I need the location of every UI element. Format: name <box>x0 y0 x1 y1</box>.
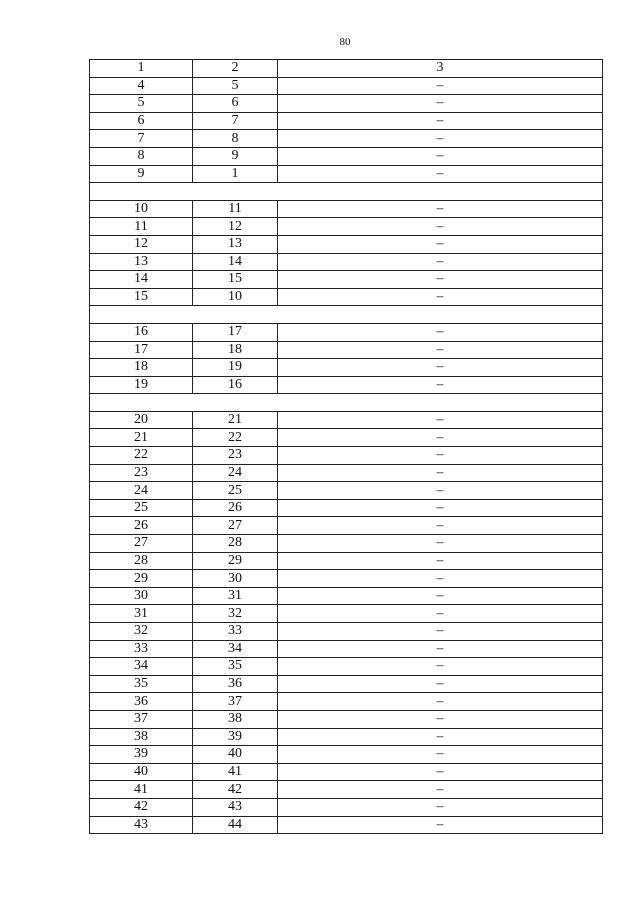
table-row <box>90 323 603 341</box>
page-number: 80 <box>339 36 351 48</box>
table-cell-col3: – <box>278 130 603 148</box>
table-cell-col3: – <box>278 710 603 728</box>
table-row <box>90 147 603 165</box>
table-cell-col2: 36 <box>193 675 278 693</box>
table-cell-col2: 26 <box>193 499 278 517</box>
table-cell-col3: – <box>278 147 603 165</box>
table-cell-col1: 26 <box>90 517 193 535</box>
table-cell-col3: – <box>278 271 603 289</box>
table-cell-col2: 30 <box>193 570 278 588</box>
table-cell-col1: 43 <box>90 816 193 834</box>
table-cell-col3: – <box>278 675 603 693</box>
table-cell-col2: 42 <box>193 781 278 799</box>
table-cell-col2: 10 <box>193 288 278 306</box>
table-row <box>90 798 603 816</box>
table-cell-col1: 13 <box>90 253 193 271</box>
group-separator-cell <box>90 306 603 324</box>
table-cell-col1: 24 <box>90 482 193 500</box>
table-row <box>90 640 603 658</box>
table-row <box>90 341 603 359</box>
table-cell-col2: 41 <box>193 763 278 781</box>
table-cell-col3: – <box>278 165 603 183</box>
table-cell-col1: 21 <box>90 429 193 447</box>
table-cell-col3: – <box>278 605 603 623</box>
group-separator-row <box>90 394 603 412</box>
table-cell-col2: 11 <box>193 200 278 218</box>
header-cell-1: 1 <box>90 60 193 78</box>
table-cell-col3: – <box>278 623 603 641</box>
table-row <box>90 675 603 693</box>
table-cell-col3: – <box>278 359 603 377</box>
table-row <box>90 535 603 553</box>
table-cell-col3: – <box>278 288 603 306</box>
table-row <box>90 271 603 289</box>
table-cell-col2: 43 <box>193 798 278 816</box>
table-cell-col1: 9 <box>90 165 193 183</box>
table-cell-col1: 10 <box>90 200 193 218</box>
table-cell-col2: 32 <box>193 605 278 623</box>
table-cell-col1: 34 <box>90 658 193 676</box>
table-row <box>90 499 603 517</box>
table-row <box>90 288 603 306</box>
table-row <box>90 130 603 148</box>
table-cell-col3: – <box>278 728 603 746</box>
table-cell-col2: 31 <box>193 587 278 605</box>
table-cell-col3: – <box>278 763 603 781</box>
table-row <box>90 746 603 764</box>
table-cell-col2: 27 <box>193 517 278 535</box>
table-cell-col3: – <box>278 411 603 429</box>
table-cell-col3: – <box>278 447 603 465</box>
table-cell-col1: 30 <box>90 587 193 605</box>
table-cell-col2: 17 <box>193 323 278 341</box>
table-cell-col2: 18 <box>193 341 278 359</box>
table-cell-col2: 21 <box>193 411 278 429</box>
table-cell-col3: – <box>278 482 603 500</box>
table-row <box>90 728 603 746</box>
table-row <box>90 376 603 394</box>
table-cell-col1: 18 <box>90 359 193 377</box>
table-row <box>90 482 603 500</box>
table-row <box>90 587 603 605</box>
table-cell-col1: 4 <box>90 77 193 95</box>
table-cell-col1: 15 <box>90 288 193 306</box>
table-cell-col2: 9 <box>193 147 278 165</box>
table-cell-col2: 6 <box>193 95 278 113</box>
table-cell-col2: 39 <box>193 728 278 746</box>
table-cell-col2: 40 <box>193 746 278 764</box>
group-separator-row <box>90 183 603 201</box>
table-cell-col2: 37 <box>193 693 278 711</box>
table-row <box>90 552 603 570</box>
table-row <box>90 693 603 711</box>
table-cell-col3: – <box>278 429 603 447</box>
table-cell-col3: – <box>278 95 603 113</box>
table-cell-col1: 31 <box>90 605 193 623</box>
table-cell-col2: 12 <box>193 218 278 236</box>
table-cell-col3: – <box>278 693 603 711</box>
table-row <box>90 200 603 218</box>
table-cell-col3: – <box>278 376 603 394</box>
table-cell-col2: 16 <box>193 376 278 394</box>
table-cell-col3: – <box>278 535 603 553</box>
table-cell-col1: 6 <box>90 112 193 130</box>
table-cell-col1: 12 <box>90 235 193 253</box>
table-cell-col2: 38 <box>193 710 278 728</box>
table-cell-col1: 7 <box>90 130 193 148</box>
table-cell-col1: 35 <box>90 675 193 693</box>
table-cell-col1: 25 <box>90 499 193 517</box>
table-cell-col3: – <box>278 587 603 605</box>
table-cell-col1: 27 <box>90 535 193 553</box>
table-cell-col3: – <box>278 200 603 218</box>
table-cell-col2: 33 <box>193 623 278 641</box>
table-row <box>90 605 603 623</box>
table-row <box>90 95 603 113</box>
table-row <box>90 763 603 781</box>
table-cell-col1: 20 <box>90 411 193 429</box>
table-cell-col1: 14 <box>90 271 193 289</box>
table-row <box>90 464 603 482</box>
table-cell-col3: – <box>278 253 603 271</box>
table-row <box>90 253 603 271</box>
table-cell-col1: 38 <box>90 728 193 746</box>
table-cell-col1: 41 <box>90 781 193 799</box>
table-row <box>90 112 603 130</box>
table-cell-col2: 19 <box>193 359 278 377</box>
table-cell-col1: 19 <box>90 376 193 394</box>
table-cell-col2: 5 <box>193 77 278 95</box>
table-cell-col3: – <box>278 816 603 834</box>
table-cell-col2: 15 <box>193 271 278 289</box>
table-cell-col2: 14 <box>193 253 278 271</box>
data-table <box>89 59 603 834</box>
table-row <box>90 658 603 676</box>
group-separator-cell <box>90 183 603 201</box>
table-cell-col2: 44 <box>193 816 278 834</box>
table-cell-col1: 29 <box>90 570 193 588</box>
table-cell-col3: – <box>278 658 603 676</box>
table-cell-col1: 28 <box>90 552 193 570</box>
table-cell-col1: 11 <box>90 218 193 236</box>
table-cell-col1: 39 <box>90 746 193 764</box>
group-separator-row <box>90 306 603 324</box>
table-cell-col1: 17 <box>90 341 193 359</box>
header-row <box>90 60 603 78</box>
table-cell-col2: 1 <box>193 165 278 183</box>
table-row <box>90 77 603 95</box>
table-cell-col2: 28 <box>193 535 278 553</box>
table-cell-col1: 8 <box>90 147 193 165</box>
table-cell-col3: – <box>278 746 603 764</box>
table-cell-col1: 16 <box>90 323 193 341</box>
table-cell-col1: 23 <box>90 464 193 482</box>
table-cell-col3: – <box>278 781 603 799</box>
table-cell-col3: – <box>278 323 603 341</box>
table-row <box>90 411 603 429</box>
table-cell-col1: 42 <box>90 798 193 816</box>
table-cell-col1: 37 <box>90 710 193 728</box>
table-cell-col2: 22 <box>193 429 278 447</box>
table-row <box>90 447 603 465</box>
table-row <box>90 218 603 236</box>
table-row <box>90 429 603 447</box>
group-separator-cell <box>90 394 603 412</box>
table-row <box>90 570 603 588</box>
table-cell-col2: 29 <box>193 552 278 570</box>
table-row <box>90 235 603 253</box>
table-cell-col2: 25 <box>193 482 278 500</box>
table-cell-col1: 22 <box>90 447 193 465</box>
table-cell-col1: 5 <box>90 95 193 113</box>
table-cell-col2: 24 <box>193 464 278 482</box>
table-cell-col3: – <box>278 112 603 130</box>
table-cell-col3: – <box>278 552 603 570</box>
table-cell-col1: 32 <box>90 623 193 641</box>
table-cell-col3: – <box>278 77 603 95</box>
table-cell-col3: – <box>278 218 603 236</box>
table-cell-col1: 36 <box>90 693 193 711</box>
table-cell-col2: 34 <box>193 640 278 658</box>
table-row <box>90 710 603 728</box>
table-cell-col2: 8 <box>193 130 278 148</box>
table-cell-col3: – <box>278 235 603 253</box>
table-row <box>90 359 603 377</box>
table-cell-col3: – <box>278 341 603 359</box>
table-row <box>90 781 603 799</box>
header-cell-3: 3 <box>278 60 603 78</box>
table-row <box>90 517 603 535</box>
table-cell-col3: – <box>278 798 603 816</box>
table-cell-col3: – <box>278 640 603 658</box>
table-cell-col2: 7 <box>193 112 278 130</box>
table-cell-col1: 33 <box>90 640 193 658</box>
table-cell-col2: 23 <box>193 447 278 465</box>
table-cell-col2: 35 <box>193 658 278 676</box>
table-cell-col3: – <box>278 570 603 588</box>
table-cell-col2: 13 <box>193 235 278 253</box>
table-cell-col1: 40 <box>90 763 193 781</box>
table-row <box>90 816 603 834</box>
table-cell-col3: – <box>278 517 603 535</box>
table-row <box>90 623 603 641</box>
table-cell-col3: – <box>278 499 603 517</box>
table-row <box>90 165 603 183</box>
table-cell-col3: – <box>278 464 603 482</box>
header-cell-2: 2 <box>193 60 278 78</box>
